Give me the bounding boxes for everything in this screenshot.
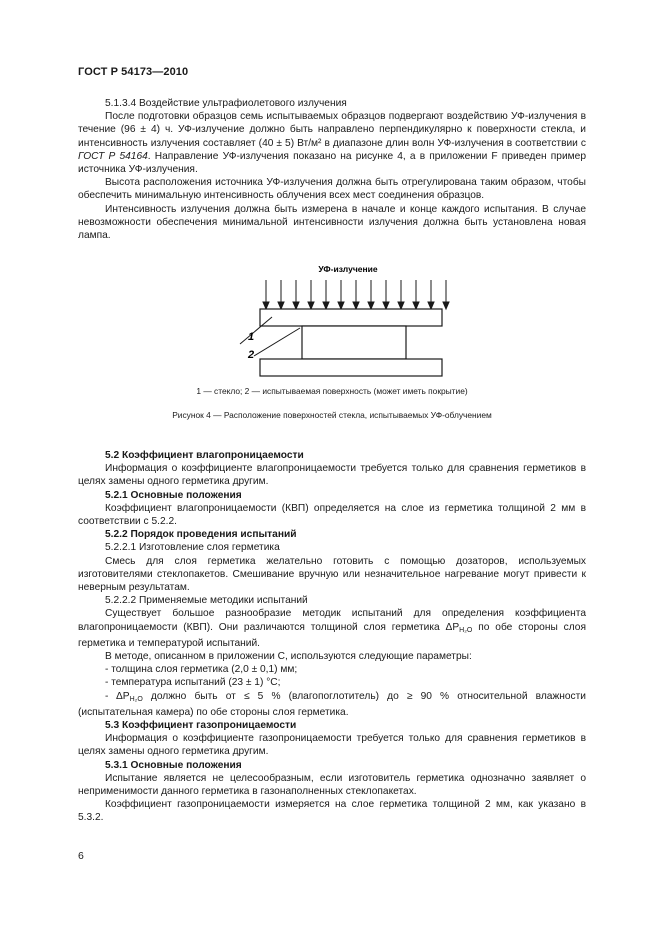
glass-bottom: [260, 359, 442, 376]
subsection-heading: 5.2.2.1 Изготовление слоя герметика: [105, 542, 280, 554]
figure-4-diagram: [238, 262, 450, 382]
paragraph: Испытание является не целесообразным, если изготовитель герметика однозначно заявляет о неприменимости данного герметика в газонаполненных стеклопакетах.: [78, 772, 586, 798]
subsection-heading: 5.2.2.2 Применяемые методики испытаний: [105, 595, 308, 607]
paragraph: Интенсивность излучения должна быть измерена в начале и конце каждого испытания. В случае невозможности обеспечения минимальной интенсивности излучения должна быть установлена новая лампа.: [78, 203, 586, 242]
paragraph: После подготовки образцов семь испытываемых образцов подвергают воздействию УФ-излучения в течение (96 ± 4) ч. УФ-излучение должно быть направлено перпендикулярно к поверхности стекла, и интенсивность излучения составляет (40 ± 5) Вт/м² в диапазоне длин волн УФ-излучения в соответствии с ГОСТ Р 54164. Направление УФ-излучения показано на рисунке 4, а в приложении F приведен пример источника УФ-излучения.: [78, 111, 586, 176]
paragraph: Информация о коэффициенте газопроницаемости требуется только для сравнения герметиков в целях замены одного герметика другим.: [78, 733, 586, 758]
figure-legend: 1 — стекло; 2 — испытываемая поверхность (может иметь покрытие): [196, 386, 468, 396]
paragraph: Смесь для слоя герметика желательно готовить с помощью дозаторов, используемых изготовителями стеклопакетов. Смешивание вручную или незначительное нагревание могут привести к неверным результатам.: [78, 555, 586, 594]
section-5-2: [78, 449, 586, 825]
label-2: 2: [248, 349, 255, 361]
glass-top: [260, 309, 442, 326]
paragraph: Коэффициент газопроницаемости измеряется на слое герметика толщиной 2 мм, как указано в 5.3.2.: [78, 799, 586, 824]
standard-reference: ГОСТ Р 54164: [78, 150, 148, 162]
list-item: - $\Delta P_{H_2O}$ должно быть от ≤ 5 % (влагопоглотитель) до ≥ 90 % относительной влажности (испытательная камера) по обе стороны слоя герметика.: [78, 690, 586, 718]
list-item: - температура испытаний (23 ± 1) °С;: [105, 677, 281, 689]
subsection-heading: 5.2.1 Основные положения: [105, 489, 242, 501]
leader-line-2: [254, 328, 300, 356]
paragraph: Коэффициент влагопроницаемости (КВП) определяется на слое из герметика толщиной 2 мм в соответствии с 5.2.2.: [78, 502, 586, 528]
paragraph: Высота расположения источника УФ-излучения должна быть отрегулирована таким образом, чтобы обеспечить минимальную интенсивность облучения всех мест соединения образцов.: [78, 177, 586, 202]
subsection-heading: 5.1.3.4 Воздействие ультрафиолетового излучения: [105, 98, 347, 109]
section-heading: 5.2 Коэффициент влагопроницаемости: [105, 450, 304, 461]
list-item: - толщина слоя герметика (2,0 ± 0,1) мм;: [105, 664, 298, 676]
page-number: 6: [78, 850, 84, 862]
subsection-heading: 5.2.2 Порядок проведения испытаний: [105, 529, 297, 541]
figure-caption: Рисунок 4 — Расположение поверхностей стекла, испытываемых УФ-облучением: [172, 410, 492, 420]
sealant-test-surface: [302, 326, 406, 359]
paragraph: В методе, описанном в приложении С, используются следующие параметры:: [105, 651, 472, 663]
subsection-heading: 5.3.1 Основные положения: [105, 759, 242, 771]
label-1: 1: [248, 331, 255, 343]
section-5-1-3-4: [78, 97, 586, 242]
section-heading: 5.3 Коэффициент газопроницаемости: [105, 720, 297, 732]
uv-label: УФ-излучение: [318, 264, 378, 274]
leader-line-1: [240, 317, 272, 344]
document-header: ГОСТ Р 54173—2010: [78, 66, 189, 78]
uv-arrows: [263, 280, 449, 309]
paragraph: Информация о коэффициенте влагопроницаемости требуется только для сравнения герметиков в целях замены одного герметика другим.: [78, 463, 586, 488]
paragraph: Существует большое разнообразие методик испытаний для определения коэффициента влагопроницаемости (КВП). Они различаются толщиной слоя герметика $\Delta P_{H_2O}$ по обе стороны слоя герметика и температурой испытаний.: [78, 608, 586, 649]
